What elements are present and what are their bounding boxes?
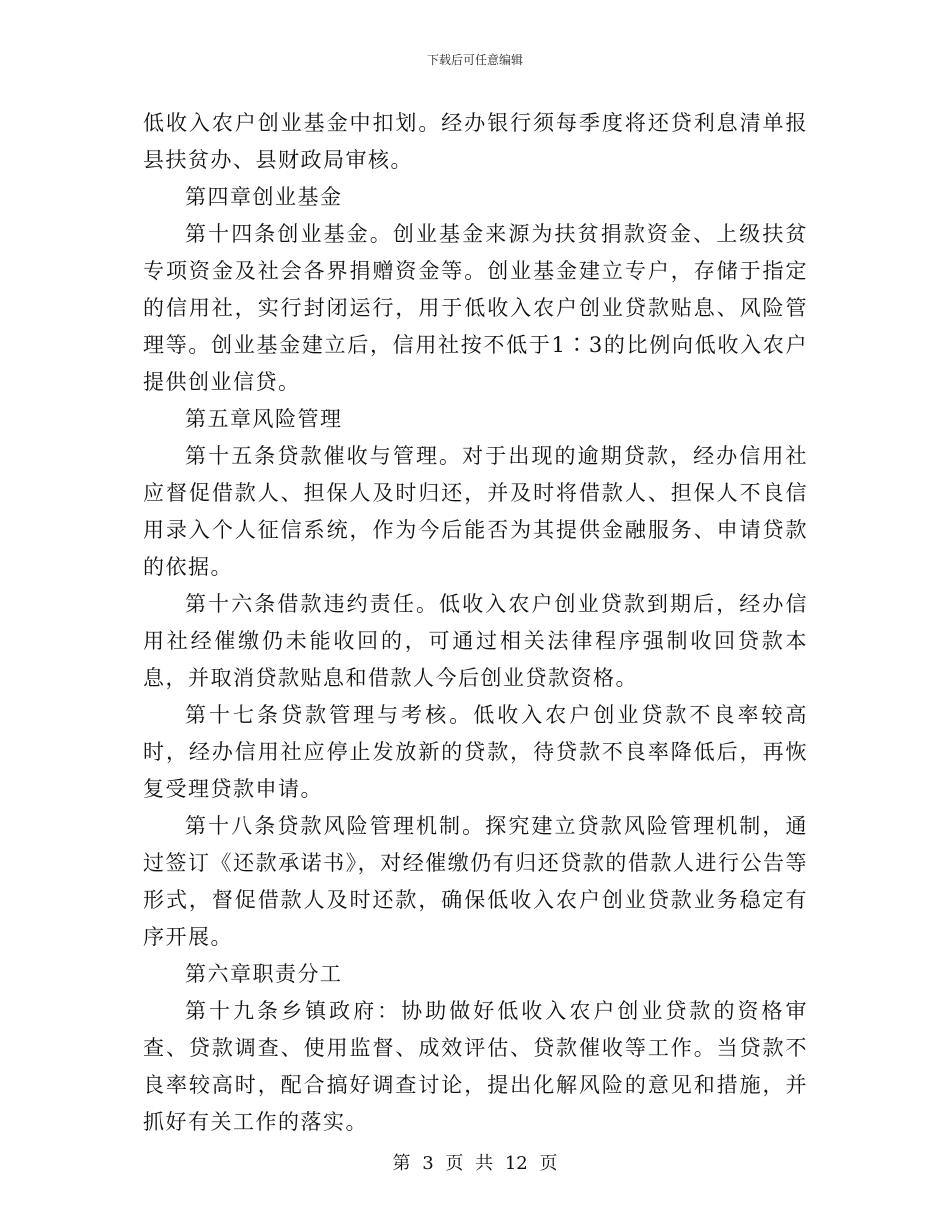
article-15: 第十五条贷款催收与管理。对于出现的逾期贷款，经办信用社应督促借款人、担保人及时归还，并及时将借款人、担保人不良信用录入个人征信系统，作为今后能否为其提供金融服务、申请贷款的依据。 — [143, 444, 808, 579]
chapter-heading-6: 第六章职责分工 — [185, 962, 343, 986]
article-14: 第十四条创业基金。创业基金来源为扶贫捐款资金、上级扶贫专项资金及社会各界捐赠资金等。创业基金建立专户，存储于指定的信用社，实行封闭运行，用于低收入农户创业贷款贴息、风险管理等。创业基金建立后，信用社按不低于1∶3的比例向低收入农户提供创业信贷。 — [143, 222, 808, 394]
chapter-heading-5: 第五章风险管理 — [185, 407, 343, 431]
article-18: 第十八条贷款风险管理机制。探究建立贷款风险管理机制，通过签订《还款承诺书》，对经催缴仍有归还贷款的借款人进行公告等形式，督促借款人及时还款，确保低收入农户创业贷款业务稳定有序开展。 — [143, 814, 808, 949]
paragraph-continuation: 低收入农户创业基金中扣划。经办银行须每季度将还贷利息清单报县扶贫办、县财政局审核。 — [143, 111, 808, 172]
chapter-heading-4: 第四章创业基金 — [185, 185, 343, 209]
page-number: 第 3 页 共 12 页 — [392, 1153, 558, 1174]
document-body — [143, 105, 808, 1141]
article-19: 第十九条乡镇政府：协助做好低收入农户创业贷款的资格审查、贷款调查、使用监督、成效评估、贷款催收等工作。当贷款不良率较高时，配合搞好调查讨论，提出化解风险的意见和措施，并抓好有关工作的落实。 — [143, 999, 808, 1134]
article-16: 第十六条借款违约责任。低收入农户创业贷款到期后，经办信用社经催缴仍未能收回的，可通过相关法律程序强制收回贷款本息，并取消贷款贴息和借款人今后创业贷款资格。 — [143, 592, 808, 690]
article-17: 第十七条贷款管理与考核。低收入农户创业贷款不良率较高时，经办信用社应停止发放新的贷款，待贷款不良率降低后，再恢复受理贷款申请。 — [143, 703, 808, 801]
page-header-note: 下载后可任意编辑 — [426, 53, 523, 67]
